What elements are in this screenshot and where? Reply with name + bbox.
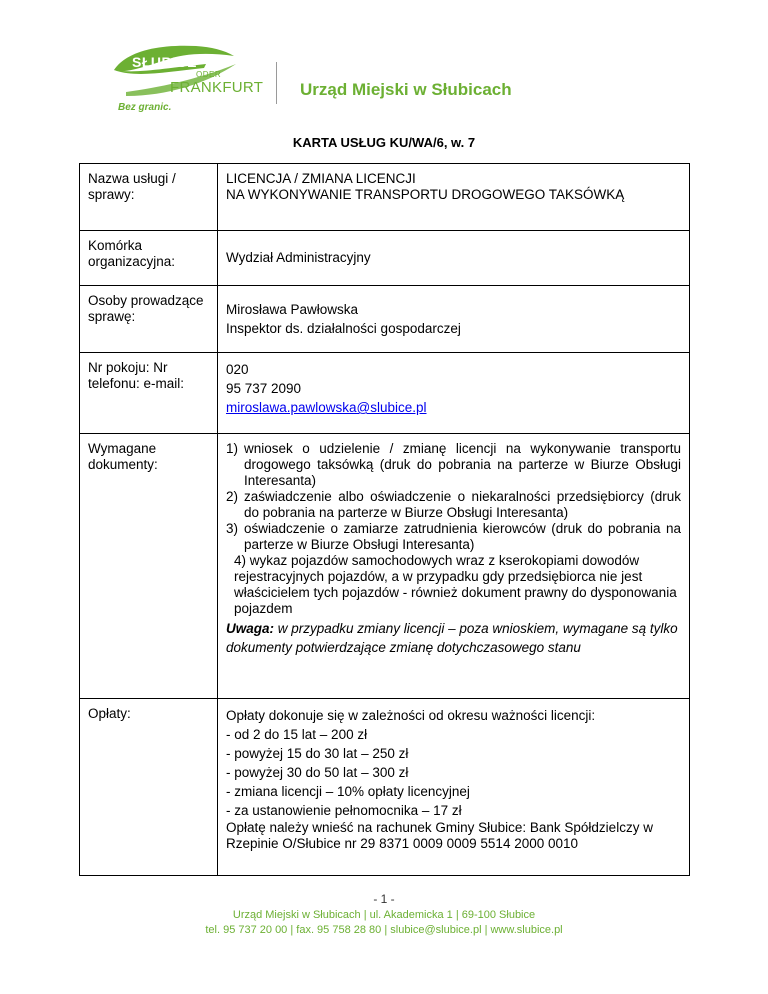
- footer-contact: tel. 95 737 20 00 | fax. 95 758 28 80 | slubice@slubice.pl | www.slubice.pl: [205, 924, 563, 936]
- fee-item: - zmiana licencji – 10% opłaty licencyjnej: [225, 784, 470, 799]
- logo-main-text: SŁUBICE: [132, 54, 197, 70]
- fees-value: [217, 699, 689, 876]
- list-item-number: 3): [225, 521, 238, 536]
- bank-account-info: Opłatę należy wnieść na rachunek Gminy Słubice: Bank Spółdzielczy w Rzepinie O/Słubice nr 29 8371 0009 0009 5514 2000 0010: [225, 820, 653, 851]
- fees-intro: Opłaty dokonuje się w zależności od okresu ważności licencji:: [225, 708, 596, 723]
- document-title: KARTA USŁUG KU/WA/6, w. 7: [292, 135, 476, 150]
- phone-number: 95 737 2090: [225, 381, 302, 396]
- logo-oder-text: ODER: [196, 70, 222, 79]
- footer-address: Urząd Miejski w Słubicach | ul. Akademicka 1 | 69-100 Słubice: [232, 909, 536, 921]
- list-item-text: oświadczenie o zamiarze zatrudnienia kierowców (druk do pobrania na parterze w Biurze Obsługi Interesanta): [243, 521, 681, 552]
- documents-label: Wymagane dokumenty:: [80, 434, 218, 699]
- note-label: Uwaga:: [225, 621, 274, 636]
- service-value: [217, 164, 689, 231]
- list-item-4: 4) wykaz pojazdów samochodowych wraz z kserokopiami dowodów rejestracyjnych pojazdów, a w przypadku gdy przedsiębiorca nie jest właścicielem tych pojazdów - również dokument prawny do dysponowania pojazdem: [233, 553, 677, 616]
- list-item: [226, 441, 681, 489]
- table-row-contact: [80, 353, 690, 434]
- note-text: w przypadku zmiany licencji – poza wnioskiem, wymagane są tylko dokumenty potwierdzające zmianę dotychczasowego stanu: [225, 621, 678, 655]
- table-row-persons: [80, 286, 690, 353]
- required-documents-list: [226, 441, 681, 553]
- fee-item: - za ustanowienie pełnomocnika – 17 zł: [225, 803, 462, 818]
- fee-item: - od 2 do 15 lat – 200 zł: [225, 727, 368, 742]
- service-label: Nazwa usługi / sprawy:: [80, 164, 218, 231]
- list-item-number: 1): [225, 441, 238, 456]
- page-number: - 1 -: [373, 892, 395, 906]
- header-divider: [276, 62, 277, 104]
- logo-tagline: Bez granic.: [118, 102, 172, 113]
- table-row-service: [80, 164, 690, 231]
- list-item-number: 2): [225, 489, 238, 504]
- persons-label: Osoby prowadzące sprawę:: [80, 286, 218, 353]
- list-item: [226, 489, 681, 521]
- contact-label: Nr pokoju: Nr telefonu: e-mail:: [80, 353, 218, 434]
- person-role: Inspektor ds. działalności gospodarczej: [225, 321, 461, 336]
- list-item: [226, 521, 681, 553]
- fees-label: Opłaty:: [80, 699, 218, 876]
- service-card-table: [79, 163, 690, 876]
- unit-label: Komórka organizacyjna:: [80, 231, 218, 286]
- person-name: Mirosława Pawłowska: [225, 302, 359, 317]
- service-line-1: LICENCJA / ZMIANA LICENCJI: [225, 171, 416, 186]
- email-link[interactable]: miroslawa.pawlowska@slubice.pl: [225, 400, 427, 415]
- service-line-2: NA WYKONYWANIE TRANSPORTU DROGOWEGO TAKSÓWKĄ: [225, 187, 625, 202]
- note: [226, 619, 681, 657]
- persons-value: [217, 286, 689, 353]
- contact-value: [217, 353, 689, 434]
- office-name: Urząd Miejski w Słubicach: [300, 80, 512, 99]
- list-item-text: wniosek o udzielenie / zmianę licencji na wykonywanie transportu drogowego taksówką (druk do pobrania na parterze w Biurze Obsługi Interesanta): [243, 441, 681, 488]
- room-number: 020: [225, 362, 249, 377]
- list-item-text: zaświadczenie albo oświadczenie o niekaralności przedsiębiorcy (druk do pobrania na parterze w Biurze Obsługi Interesanta): [243, 489, 681, 520]
- fee-item: - powyżej 30 do 50 lat – 300 zł: [225, 765, 409, 780]
- table-row-documents: [80, 434, 690, 699]
- fee-item: - powyżej 15 do 30 lat – 250 zł: [225, 746, 409, 761]
- table-row-unit: [80, 231, 690, 286]
- city-logo: [86, 40, 264, 120]
- documents-value: [217, 434, 689, 699]
- unit-value: Wydział Administracyjny: [217, 231, 689, 286]
- logo-frankfurt-text: FRANKFURT: [170, 79, 264, 96]
- table-row-fees: [80, 699, 690, 876]
